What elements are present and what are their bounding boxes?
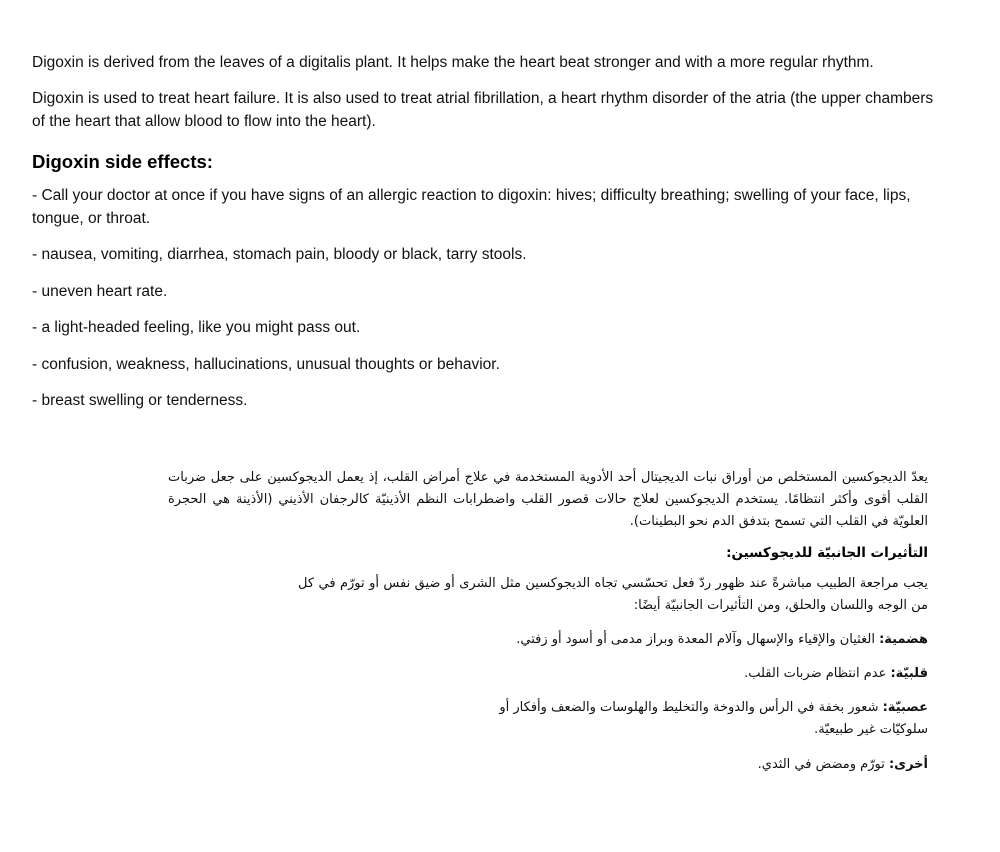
english-paragraph-2: Digoxin is used to treat heart failure. It is also used to treat atrial fibrillation, a heart rhythm disorder of the atria (the upper chambers of the heart that allow blood to flow into the heart). <box>32 90 934 130</box>
english-side-effect-item: - uneven heart rate. <box>32 282 168 300</box>
arabic-side-effect-item <box>48 697 928 741</box>
arabic-item-text: عدم انتظام ضربات القلب. <box>744 666 891 682</box>
arabic-intro-paragraph: يعدّ الديجوكسين المستخلص من أوراق نبات الديجيتال أحد الأدوية المستخدمة في علاج أمراض القلب، إذ يعمل الديجوكسين على جعل ضربات القلب أقوى وأكثر انتظامًا. يستخدم الديجوكسين لعلاج حالات قصور القلب واضطرابات النظم الأذينيّة كالرجفان الأذيني (الأذينة هي الحجرة العلويّة في القلب التي تسمح بتدفق الدم نحو البطينات). <box>168 469 928 529</box>
arabic-warning-paragraph: يجب مراجعة الطبيب مباشرةً عند ظهور ردّ فعل تحسّسي تجاه الديجوكسين مثل الشرى أو ضيق نفس أو تورّم في كل من الوجه واللسان والحلق، ومن التأثيرات الجانبيّة أيضًا: <box>298 575 928 614</box>
arabic-side-effects-heading: التأثيرات الجانبيّة للديجوكسين: <box>726 544 928 561</box>
english-side-effect-item: - nausea, vomiting, diarrhea, stomach pain, bloody or black, tarry stools. <box>32 246 527 264</box>
arabic-item-text: شعور بخفة في الرأس والدوخة والتخليط والهلوسات والضعف وأفكار أو سلوكيّات غير طبيعيّة. <box>499 700 928 738</box>
arabic-item-text: الغثيان والإقياء والإسهال وآلام المعدة وبراز مدمى أو أسود أو زفتي. <box>516 632 880 648</box>
arabic-side-effect-item <box>48 754 928 776</box>
english-paragraph-1: Digoxin is derived from the leaves of a digitalis plant. It helps make the heart beat stronger and with a more regular rhythm. <box>32 54 874 71</box>
arabic-item-label: هضمية: <box>879 632 928 648</box>
english-side-effect-item: - confusion, weakness, hallucinations, unusual thoughts or behavior. <box>32 355 500 373</box>
arabic-item-label: قلبيّة: <box>890 666 928 682</box>
english-side-effect-item: - Call your doctor at once if you have signs of an allergic reaction to digoxin: hives; difficulty breathing; swelling of your face, lips, tongue, or throat. <box>32 187 911 227</box>
arabic-item-text: تورّم ومضض في الثدي. <box>757 756 889 772</box>
arabic-item-label: عصبيّة: <box>882 700 928 716</box>
section-divider-space <box>32 427 940 467</box>
arabic-side-effect-item <box>48 629 928 651</box>
arabic-translation-block <box>32 467 940 776</box>
arabic-side-effect-item <box>48 663 928 685</box>
arabic-item-label: أخرى: <box>888 756 928 772</box>
english-side-effect-item: - breast swelling or tenderness. <box>32 392 248 410</box>
english-side-effects-heading: Digoxin side effects: <box>32 151 213 173</box>
english-side-effect-item: - a light-headed feeling, like you might pass out. <box>32 319 361 337</box>
